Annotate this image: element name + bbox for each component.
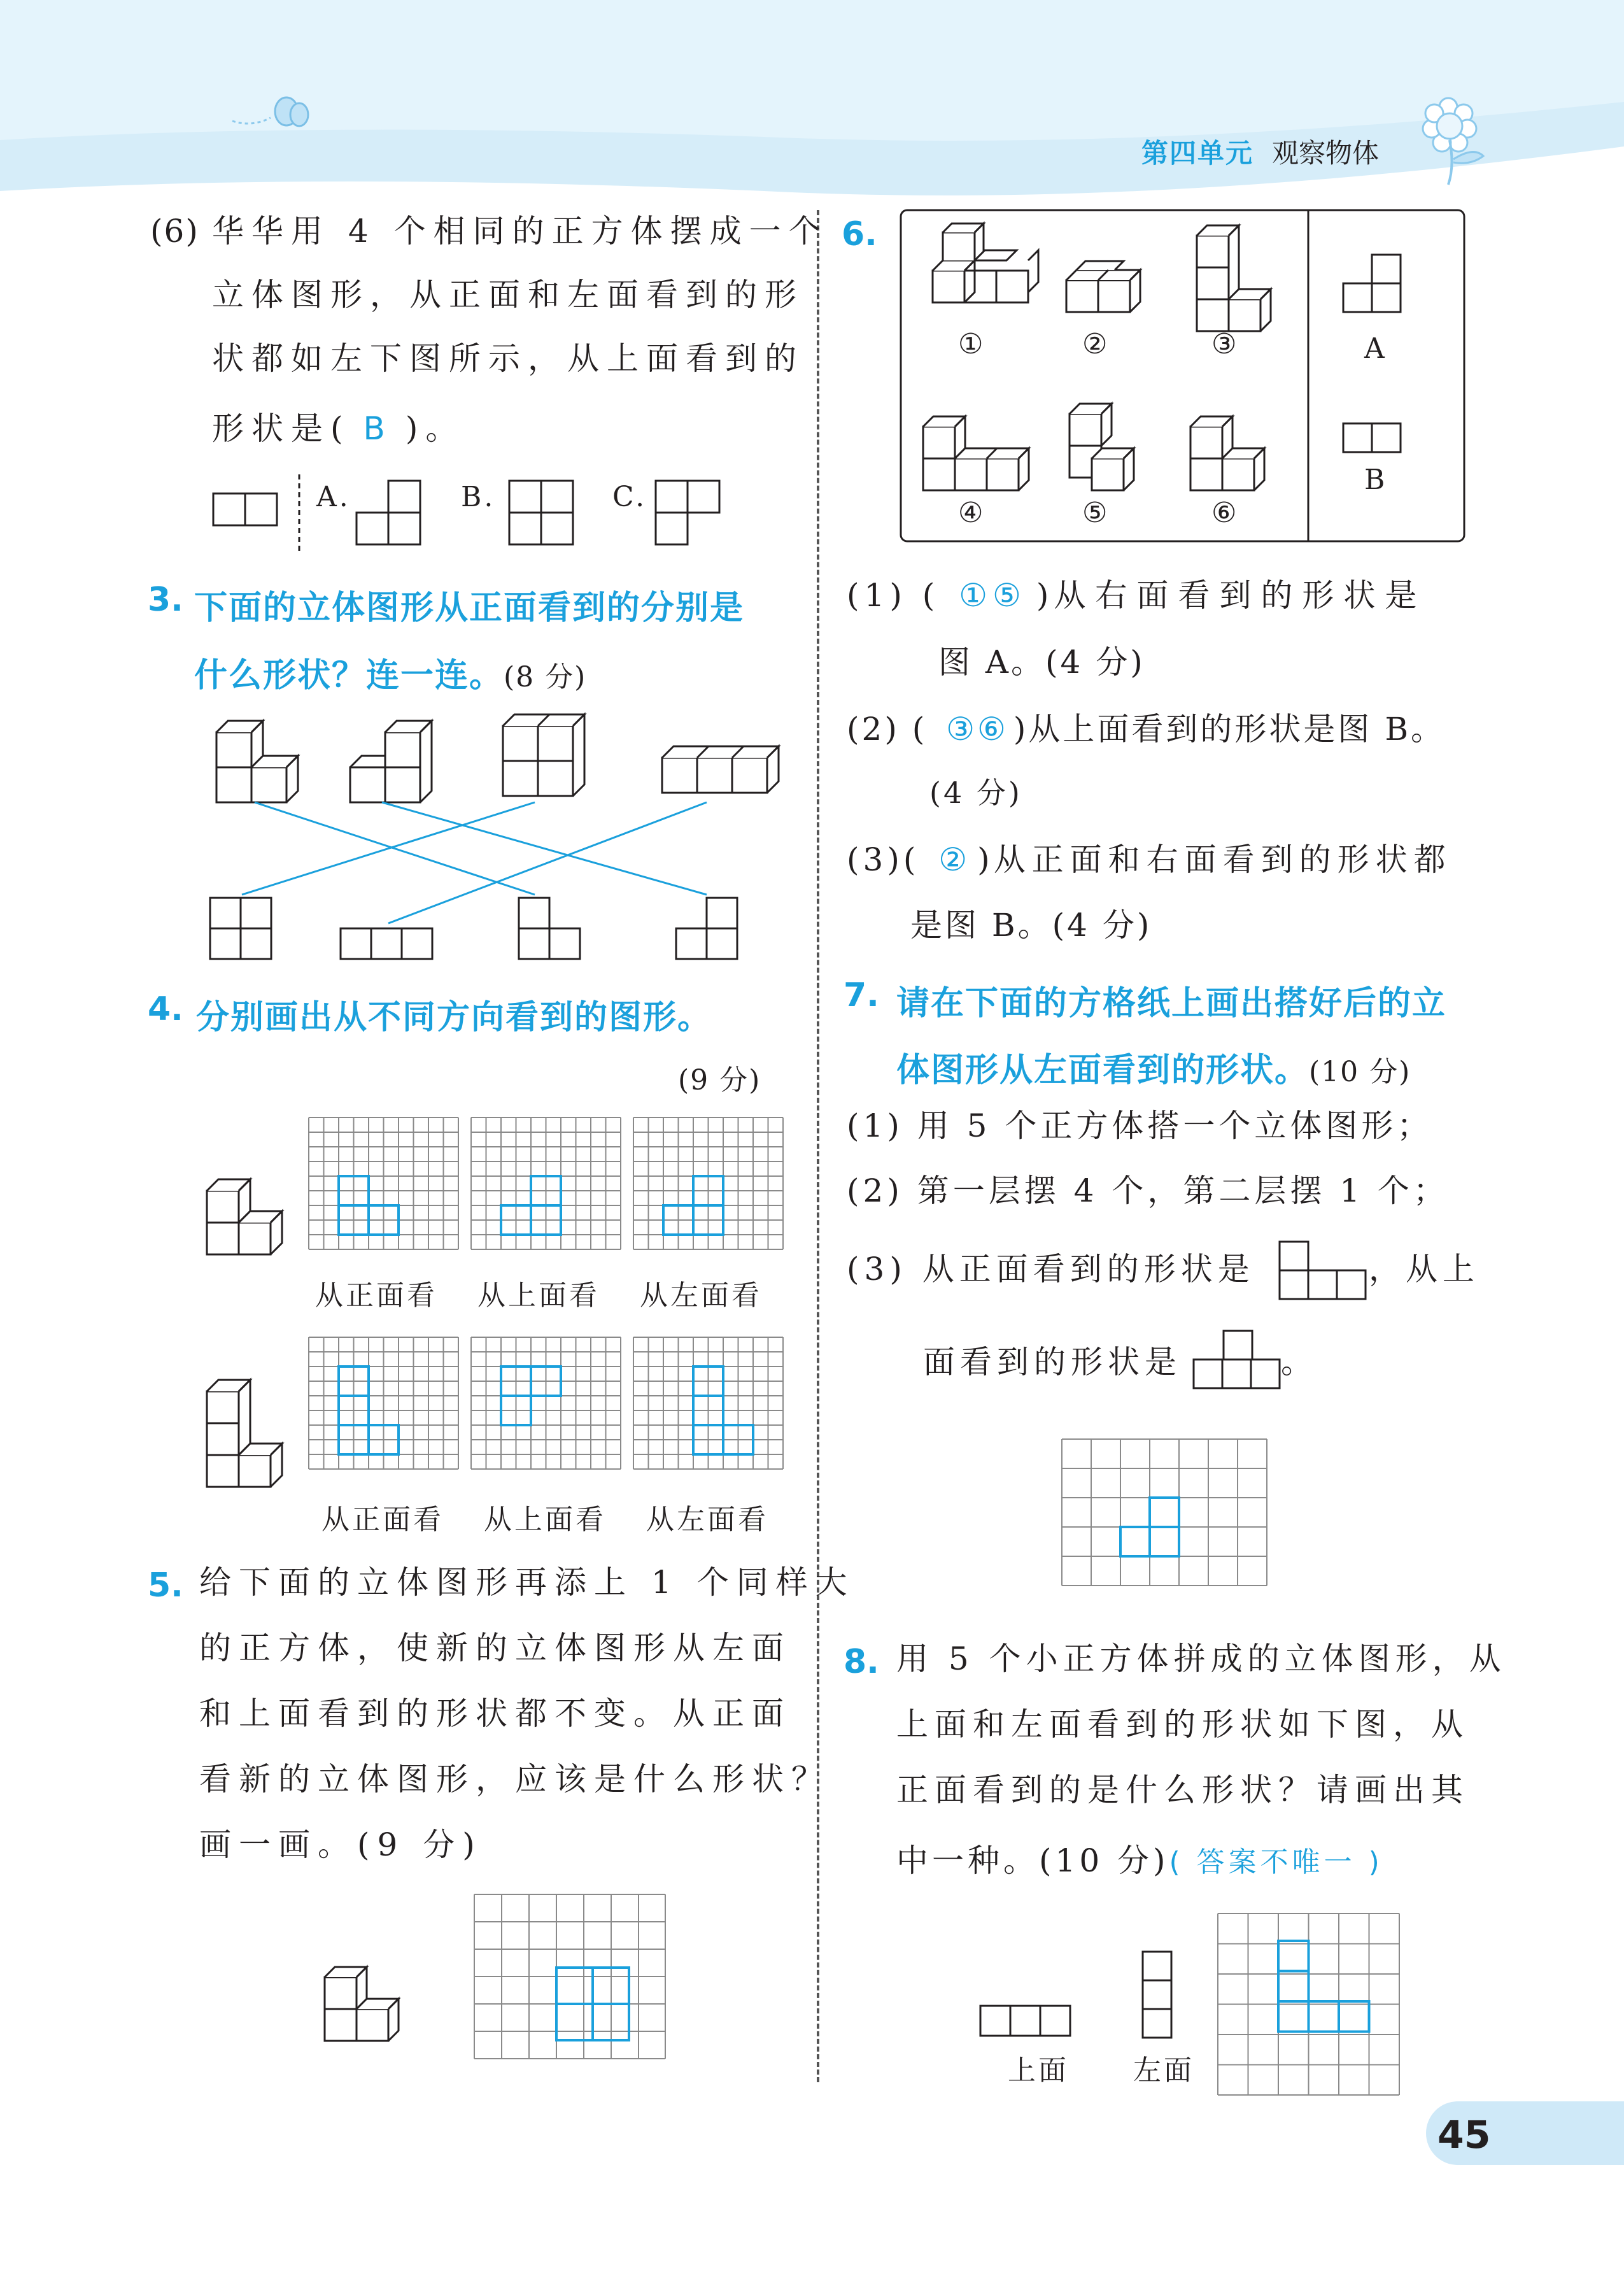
q3-line1: 下面的立体图形从正面看到的分别是 (194, 589, 745, 627)
q6-item1-open: ( (922, 577, 940, 614)
q6-item2-open: ( (912, 711, 928, 748)
q7-step1: (1) 用 5 个正方体搭一个立体图形； (847, 1107, 1433, 1144)
q6-label-5: ⑤ (1082, 497, 1110, 529)
q7-line2 (896, 1043, 1411, 1091)
q7-line1: 请在下面的方格纸上画出搭好后的立 (896, 984, 1447, 1023)
q4-label-left-2: 从左面看 (646, 1503, 768, 1536)
q6-label-1: ① (958, 328, 986, 360)
q2-6-prefix: 形状是( (212, 410, 351, 447)
q7-answer-grid (1057, 1436, 1273, 1595)
q4-label-top-1: 从上面看 (477, 1279, 600, 1312)
q7-line2-text: 体图形从左面看到的形状。 (896, 1051, 1310, 1090)
q6-item3-open: ( (903, 841, 920, 878)
q6-label-6: ⑥ (1211, 497, 1239, 529)
q5-line3: 和上面看到的形状都不变。从正面 (199, 1695, 791, 1732)
q6-number: 6. (842, 215, 877, 253)
q5-line5: 画一画。(9 分) (199, 1826, 483, 1863)
q6-item2-close: ) (1013, 711, 1029, 748)
q7-step2: (2) 第一层摆 4 个，第二层摆 1 个； (847, 1172, 1449, 1209)
q4-figure (197, 1114, 802, 1528)
header-unit: 第四单元 (1141, 138, 1254, 169)
q8-label-top: 上面 (1008, 2054, 1069, 2087)
q3-points: (8 分) (504, 661, 587, 693)
q8-label-left: 左面 (1133, 2054, 1194, 2087)
q8-line4 (896, 1842, 1383, 1879)
q8-last: 中一种。(10 分) (896, 1842, 1169, 1879)
q8-number: 8. (844, 1643, 879, 1681)
q5-line2: 的正方体，使新的立体图形从左面 (199, 1629, 791, 1666)
q6-item3-close: ) (977, 841, 994, 878)
q6-item3-text: 从正面和右面看到的形状都 (993, 841, 1452, 878)
q6-item3-num: (3) (847, 841, 903, 878)
page-number: 45 (1437, 2113, 1491, 2157)
q6-item2-num: (2) (847, 711, 900, 748)
q4-points: (9 分) (678, 1064, 761, 1097)
q6-item3 (847, 841, 1452, 878)
q6-item2-cont: (4 分) (929, 776, 1022, 810)
q6-item1-text: 从右面看到的形状是 (1054, 577, 1427, 614)
q3-matching-figure (204, 700, 789, 968)
q6-item1-answer: ①⑤ (959, 577, 1026, 614)
q6-label-3: ③ (1211, 328, 1239, 360)
q8-line2: 上面和左面看到的形状如下图，从 (896, 1706, 1469, 1743)
q4-label-left-1: 从左面看 (640, 1279, 762, 1312)
column-divider (817, 210, 819, 2082)
q2-6-line4 (212, 410, 465, 447)
q2-6-option-c: C. (612, 481, 647, 513)
q5-line1: 给下面的立体图形再添上 1 个同样大 (199, 1564, 855, 1601)
q8-note: ( 答案不唯一 ) (1169, 1846, 1383, 1878)
q5-number: 5. (148, 1566, 183, 1605)
q7-points: (10 分) (1309, 1056, 1411, 1088)
q6-item2-text: 从上面看到的形状是图 B。 (1028, 711, 1446, 748)
q2-6-answer: B (363, 410, 393, 447)
q3-line2 (194, 648, 586, 696)
header-title: 观察物体 (1272, 138, 1380, 169)
q6-item1-num: (1) (847, 577, 907, 614)
q3-line2-text: 什么形状？连一连。 (194, 657, 504, 695)
q6-side-label-a: A (1364, 332, 1387, 365)
q5-figure (318, 1891, 675, 2082)
q7-step3b: ，从上 (1369, 1251, 1479, 1288)
flower-icon (1423, 96, 1499, 185)
q3-number: 3. (148, 581, 183, 619)
q7-inline-shapes-2 (1187, 1328, 1289, 1391)
q2-6-line1: 华华用 4 个相同的正方体摆成一个 (212, 213, 828, 250)
q4-label-front-1: 从正面看 (315, 1279, 437, 1312)
q7-inline-shapes (1273, 1239, 1375, 1302)
q6-item3-answer: ② (938, 841, 971, 878)
q2-6-option-a: A. (316, 481, 351, 513)
q6-item1-cont: 图 A。(4 分) (938, 644, 1145, 681)
q8-line1: 用 5 个小正方体拼成的立体图形，从 (896, 1640, 1506, 1677)
q6-item1 (847, 577, 1427, 614)
q8-line3: 正面看到的是什么形状？请画出其 (896, 1771, 1469, 1808)
q4-label-front-2: 从正面看 (321, 1503, 444, 1536)
q7-step3c: 面看到的形状是 (923, 1344, 1182, 1381)
q6-item1-close: ) (1036, 577, 1054, 614)
q2-6-line2: 立体图形，从正面和左面看到的形 (212, 276, 804, 313)
q7-step3d: 。 (1281, 1344, 1320, 1381)
q7-step3a: (3) 从正面看到的形状是 (847, 1251, 1255, 1288)
q6-item3-cont: 是图 B。(4 分) (910, 907, 1152, 944)
q2-6-number: (6) (150, 213, 199, 250)
q5-line4: 看新的立体图形，应该是什么形状？ (199, 1761, 831, 1798)
q7-number: 7. (844, 976, 879, 1014)
q2-6-option-b: B. (461, 481, 496, 513)
q6-item2-answer: ③⑥ (946, 711, 1008, 748)
q6-item2 (847, 711, 1446, 748)
q4-number: 4. (148, 990, 183, 1028)
q6-label-4: ④ (958, 497, 986, 529)
q4-label-top-2: 从上面看 (484, 1503, 606, 1536)
q6-label-2: ② (1082, 328, 1110, 360)
q2-6-suffix: )。 (405, 410, 465, 447)
q6-side-label-b: B (1364, 464, 1388, 496)
q4-line1: 分别画出从不同方向看到的图形。 (196, 998, 712, 1037)
q2-6-line3: 状都如左下图所示，从上面看到的 (212, 340, 804, 377)
butterfly-icon (226, 89, 315, 134)
